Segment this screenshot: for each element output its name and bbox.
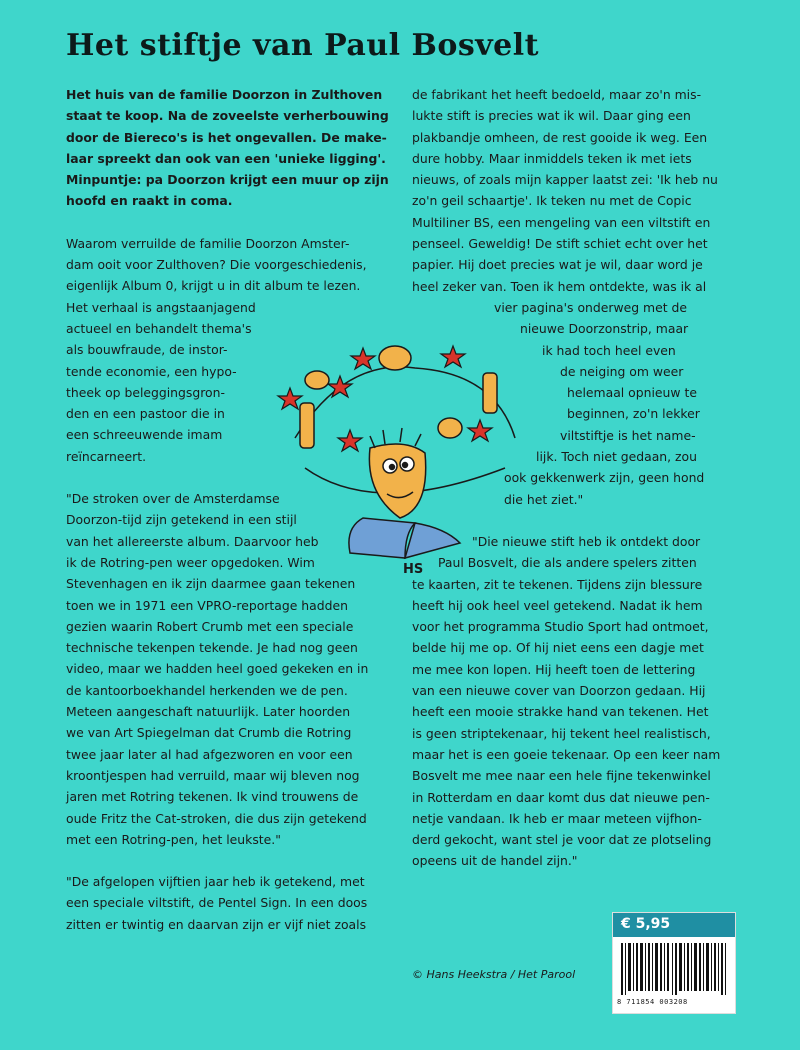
text-line: de neiging om weer (560, 363, 684, 379)
text-line: papier. Hij doet precies wat je wil, daar word je (412, 257, 703, 273)
text-line: we van Art Spiegelman dat Crumb die Rotring (66, 725, 352, 741)
text-line: heel zeker van. Toen ik hem ontdekte, was ik al (412, 278, 707, 294)
text-line: die het ziet." (504, 491, 584, 507)
text-line: staat te koop. Na de zoveelste verherbouwing (66, 108, 389, 124)
text-line: plakbandje omheen, de rest gooide ik weg. Een (412, 129, 708, 145)
text-line: dam ooit voor Zulthoven? Die voorgeschiedenis, (66, 257, 367, 273)
text-line: netje vandaan. Ik heb er maar meteen vijfhon- (412, 810, 702, 826)
text-line: derd gekocht, want stel je voor dat ze plotseling (412, 832, 712, 848)
barcode-number: 8 711854 003208 (617, 998, 688, 1006)
text-line: is geen striptekenaar, hij tekent heel realistisch, (412, 725, 711, 741)
price-label: € 5,95 (613, 913, 735, 937)
text-line: eigenlijk Album 0, krijgt u in dit album te lezen. (66, 278, 361, 294)
text-line: belde hij me op. Of hij niet eens een dagje met (412, 640, 704, 656)
text-line: reïncarneert. (66, 448, 147, 464)
text-line: met een Rotring-pen, het leukste." (66, 831, 281, 847)
text-line: oude Fritz the Cat-stroken, die dus zijn getekend (66, 810, 367, 826)
text-line: Multiliner BS, een mengeling van een viltstift en (412, 214, 711, 230)
cartoon-illustration (255, 318, 555, 583)
text-line: Meteen aangeschaft natuurlijk. Later hoorden (66, 704, 351, 720)
text-line: te kaarten, zit te tekenen. Tijdens zijn blessure (412, 576, 703, 592)
text-line: Waarom verruilde de familie Doorzon Amster- (66, 235, 350, 251)
text-line: me mee kon lopen. Hij heeft toen de lettering (412, 661, 696, 677)
text-line: als bouwfraude, de instor- (66, 342, 228, 358)
text-line: Stevenhagen en ik zijn daarmee gaan tekenen (66, 576, 356, 592)
barcode-icon (619, 943, 731, 995)
text-line: Paul Bosvelt, die als andere spelers zitten (438, 555, 697, 571)
text-line: van een nieuwe cover van Doorzon gedaan. Hij (412, 683, 706, 699)
text-line: lijk. Toch niet gedaan, zou (536, 449, 697, 465)
credit-line: © Hans Heekstra / Het Parool (412, 968, 576, 981)
text-line: opeens uit de handel zijn." (412, 853, 578, 869)
text-line: Bosvelt me mee naar een hele fijne tekenwinkel (412, 768, 711, 784)
text-line: tende economie, een hypo- (66, 363, 237, 379)
text-line: ook gekkenwerk zijn, geen hond (504, 470, 705, 486)
text-line: voor het programma Studio Sport had ontmoet, (412, 619, 709, 635)
text-line: van het allereerste album. Daarvoor heb (66, 533, 319, 549)
text-line: lukte stift is precies wat ik wil. Daar ging een (412, 108, 691, 124)
text-line: actueel en behandelt thema's (66, 320, 252, 336)
artist-signature: HS (403, 562, 424, 577)
text-line: gezien waarin Robert Crumb met een speciale (66, 618, 354, 634)
text-line: heeft hij ook heel veel getekend. Nadat ik hem (412, 597, 703, 613)
text-line: zo'n geil schaartje'. Ik teken nu met de Copic (412, 193, 692, 209)
text-line: video, maar we hadden heel goed gekeken en in (66, 661, 369, 677)
page-title: Het stiftje van Paul Bosvelt (66, 28, 540, 63)
text-line: Het verhaal is angstaanjagend (66, 299, 256, 315)
text-line: Minpuntje: pa Doorzon krijgt een muur op zijn (66, 172, 389, 188)
text-line: de kantoorboekhandel herkenden we de pen. (66, 682, 348, 698)
text-line: twee jaar later al had afgezworen en voor een (66, 746, 353, 762)
text-line: zitten er twintig en daarvan zijn er vijf niet zoals (66, 916, 367, 932)
text-line: nieuws, of zoals mijn kapper laatst zei: 'Ik heb nu (412, 172, 718, 188)
text-line: vier pagina's onderweg met de (494, 299, 687, 315)
text-line: door de Biereco's is het ongevallen. De make- (66, 129, 387, 145)
text-line: Het huis van de familie Doorzon in Zulthoven (66, 87, 383, 102)
text-line: een speciale viltstift, de Pentel Sign. In een doos (66, 895, 368, 911)
price-barcode-sticker (612, 912, 736, 1014)
text-line: maar het is een goeie tekenaar. Op een keer nam (412, 746, 721, 762)
text-line: heeft een mooie strakke hand van tekenen. Het (412, 704, 709, 720)
text-line: laar spreekt dan ook van een 'unieke ligging'. (66, 150, 386, 166)
text-line: "Die nieuwe stift heb ik ontdekt door (472, 533, 701, 549)
text-line: hoofd en raakt in coma. (66, 193, 233, 209)
text-line: Doorzon-tijd zijn getekend in een stijl (66, 512, 297, 528)
text-line: theek op beleggingsgron- (66, 384, 225, 400)
text-line: toen we in 1971 een VPRO-reportage hadden (66, 597, 348, 613)
text-line: kroontjespen had verruild, maar wij bleven nog (66, 767, 360, 783)
text-line: "De stroken over de Amsterdamse (66, 491, 280, 507)
text-line: jaren met Rotring tekenen. Ik vind trouwens de (66, 789, 359, 805)
text-line: technische tekenpen tekende. Je had nog geen (66, 640, 358, 656)
text-line: nieuwe Doorzonstrip, maar (520, 321, 689, 337)
quote-paragraph-pentel (66, 871, 388, 935)
text-line: dure hobby. Maar inmiddels teken ik met iets (412, 150, 692, 166)
lead-paragraph (66, 84, 388, 212)
text-line: in Rotterdam en daar komt dus dat nieuwe pen- (412, 789, 710, 805)
text-line: den en een pastoor die in (66, 406, 225, 422)
text-line: "De afgelopen vijftien jaar heb ik getekend, met (66, 874, 365, 890)
text-line: ik de Rotring-pen weer opgedoken. Wim (66, 554, 315, 570)
text-line: de fabrikant het heeft bedoeld, maar zo'n mis- (412, 87, 702, 102)
text-line: penseel. Geweldig! De stift schiet echt over het (412, 236, 708, 252)
text-line: helemaal opnieuw te (567, 385, 697, 401)
text-line: een schreeuwende imam (66, 427, 223, 443)
text-line: ik had toch heel even (542, 342, 676, 358)
text-line: viltstiftje is het name- (560, 427, 696, 443)
text-line: beginnen, zo'n lekker (567, 406, 700, 422)
